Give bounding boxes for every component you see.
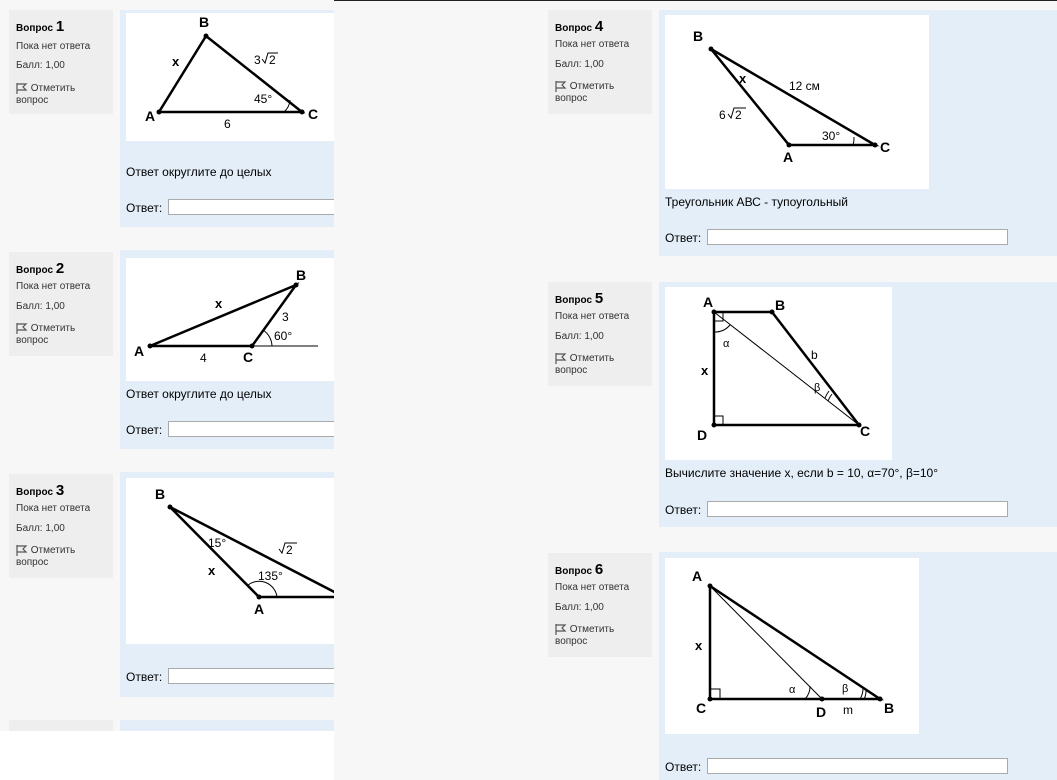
side-label-ac: 4 (200, 351, 207, 365)
question-status: Пока нет ответа (555, 582, 630, 593)
side-label-x: x (695, 638, 703, 653)
side-label-ac: 6 (224, 117, 231, 131)
side-label-m: m (843, 703, 853, 717)
question-status: Пока нет ответа (555, 311, 630, 322)
trapezoid-diagram (665, 287, 892, 460)
question-number: Вопрос 6 (555, 561, 604, 578)
vertex-label-a: A (783, 149, 794, 165)
question-score: Балл: 1,00 (555, 59, 604, 70)
question-text: Ответ округлите до целых (126, 387, 272, 401)
side-label-x: x (215, 296, 223, 311)
flag-icon (555, 81, 567, 92)
question-score: Балл: 1,00 (16, 523, 65, 534)
answer-label: Ответ: (126, 423, 163, 437)
answer-input[interactable] (168, 421, 334, 437)
question-status: Пока нет ответа (16, 503, 91, 514)
question-content-1 (120, 10, 334, 227)
answer-input[interactable] (707, 758, 1008, 774)
vertex-label-b: B (296, 267, 307, 283)
question-number: Вопрос 4 (555, 18, 604, 35)
side-label-x: x (739, 71, 747, 86)
question-info-partial (9, 720, 113, 731)
angle-label-alpha: α (789, 684, 796, 696)
question-status: Пока нет ответа (16, 41, 91, 52)
side-label-bc-coef: 3 (254, 53, 261, 67)
vertex-label-a: A (145, 108, 156, 124)
vertex-label-c: C (860, 423, 871, 439)
flag-question-button[interactable]: Отметить вопрос (16, 83, 76, 107)
flag-icon (16, 83, 28, 94)
triangle-diagram (126, 478, 334, 644)
question-info-4 (548, 10, 652, 114)
question-score: Балл: 1,00 (16, 301, 65, 312)
question-number: Вопрос 1 (16, 18, 65, 35)
triangle-diagram (665, 558, 919, 734)
flag-icon (555, 353, 567, 364)
side-label-bc-root: 2 (269, 53, 276, 67)
vertex-label-b: B (199, 14, 210, 30)
flag-icon (16, 545, 28, 556)
side-label-root: 2 (286, 543, 293, 557)
question-score: Балл: 1,00 (555, 331, 604, 342)
angle-label-b: 15° (208, 536, 227, 550)
side-label-cb: 3 (282, 310, 289, 324)
triangle-diagram (126, 13, 334, 141)
flag-question-button[interactable]: Отметить вопрос (555, 353, 615, 377)
side-label-x: x (172, 54, 180, 69)
flag-question-button[interactable]: Отметить вопрос (16, 545, 76, 569)
question-text: Вычислите значение x, если b = 10, α=70°, β=10° (665, 466, 939, 480)
left-column (0, 0, 334, 731)
flag-question-button[interactable]: Отметить вопрос (555, 81, 615, 105)
angle-label-beta: β (814, 382, 821, 394)
question-status: Пока нет ответа (16, 281, 91, 292)
vertex-label-c: C (696, 700, 707, 716)
answer-label: Ответ: (665, 231, 702, 245)
question-info-6 (548, 553, 652, 657)
question-content-5 (659, 282, 1057, 527)
question-info-2 (9, 252, 113, 356)
answer-input[interactable] (168, 668, 334, 684)
vertex-label-d: D (697, 427, 708, 443)
answer-label: Ответ: (665, 503, 702, 517)
vertex-label-c: C (308, 106, 319, 122)
vertex-label-c: C (243, 349, 254, 365)
vertex-label-a: A (692, 568, 703, 584)
answer-input[interactable] (707, 501, 1008, 517)
question-figure (665, 15, 929, 189)
vertex-label-b: B (693, 28, 704, 44)
vertex-label-b: B (884, 700, 895, 716)
question-info-5 (548, 282, 652, 386)
question-status: Пока нет ответа (555, 39, 630, 50)
question-figure (665, 558, 919, 734)
question-info-3 (9, 474, 113, 578)
triangle-diagram (126, 258, 334, 381)
question-text: Треугольник АВС - тупоугольный (665, 195, 848, 209)
question-content-3 (120, 472, 334, 697)
question-number: Вопрос 5 (555, 290, 604, 307)
flag-question-button[interactable]: Отметить вопрос (16, 323, 76, 347)
answer-label: Ответ: (126, 670, 163, 684)
question-number: Вопрос 3 (16, 482, 65, 499)
side-label-coef: 6 (719, 108, 726, 122)
question-content-6 (659, 552, 1057, 780)
vertex-label-a: A (134, 343, 145, 359)
answer-label: Ответ: (665, 760, 702, 774)
vertex-label-b: B (155, 486, 166, 502)
vertex-label-b: B (775, 297, 786, 313)
answer-label: Ответ: (126, 201, 163, 215)
side-label-root: 2 (735, 108, 742, 122)
question-figure (126, 478, 334, 644)
angle-label: 45° (254, 92, 273, 106)
vertex-label-d: D (816, 704, 827, 720)
angle-label-beta: β (842, 683, 849, 695)
side-label-x: x (208, 563, 216, 578)
side-label-x: x (701, 363, 709, 378)
question-content-2 (120, 250, 334, 449)
question-figure (126, 13, 334, 141)
answer-input[interactable] (707, 229, 1008, 245)
angle-label-alpha: α (723, 338, 730, 350)
angle-label: 60° (274, 329, 293, 343)
right-column (334, 0, 1057, 780)
question-figure (126, 258, 334, 381)
flag-icon (16, 323, 28, 334)
question-figure (665, 287, 892, 460)
question-number: Вопрос 2 (16, 260, 65, 277)
question-info-1 (9, 10, 113, 114)
flag-icon (555, 624, 567, 635)
flag-question-button[interactable]: Отметить вопрос (555, 624, 615, 648)
angle-label-a: 135° (258, 569, 283, 583)
vertex-label-a: A (703, 294, 714, 310)
question-score: Балл: 1,00 (16, 60, 65, 71)
side-label-bc: 12 см (789, 79, 820, 93)
answer-input[interactable] (168, 199, 334, 215)
vertex-label-c: C (880, 139, 891, 155)
question-content-partial (120, 720, 334, 731)
vertex-label-a: A (254, 601, 265, 617)
side-label-b: b (811, 348, 818, 362)
question-score: Балл: 1,00 (555, 602, 604, 613)
triangle-diagram (665, 15, 929, 189)
angle-label: 30° (822, 129, 841, 143)
question-text: Ответ округлите до целых (126, 165, 272, 179)
question-content-4 (659, 10, 1057, 256)
